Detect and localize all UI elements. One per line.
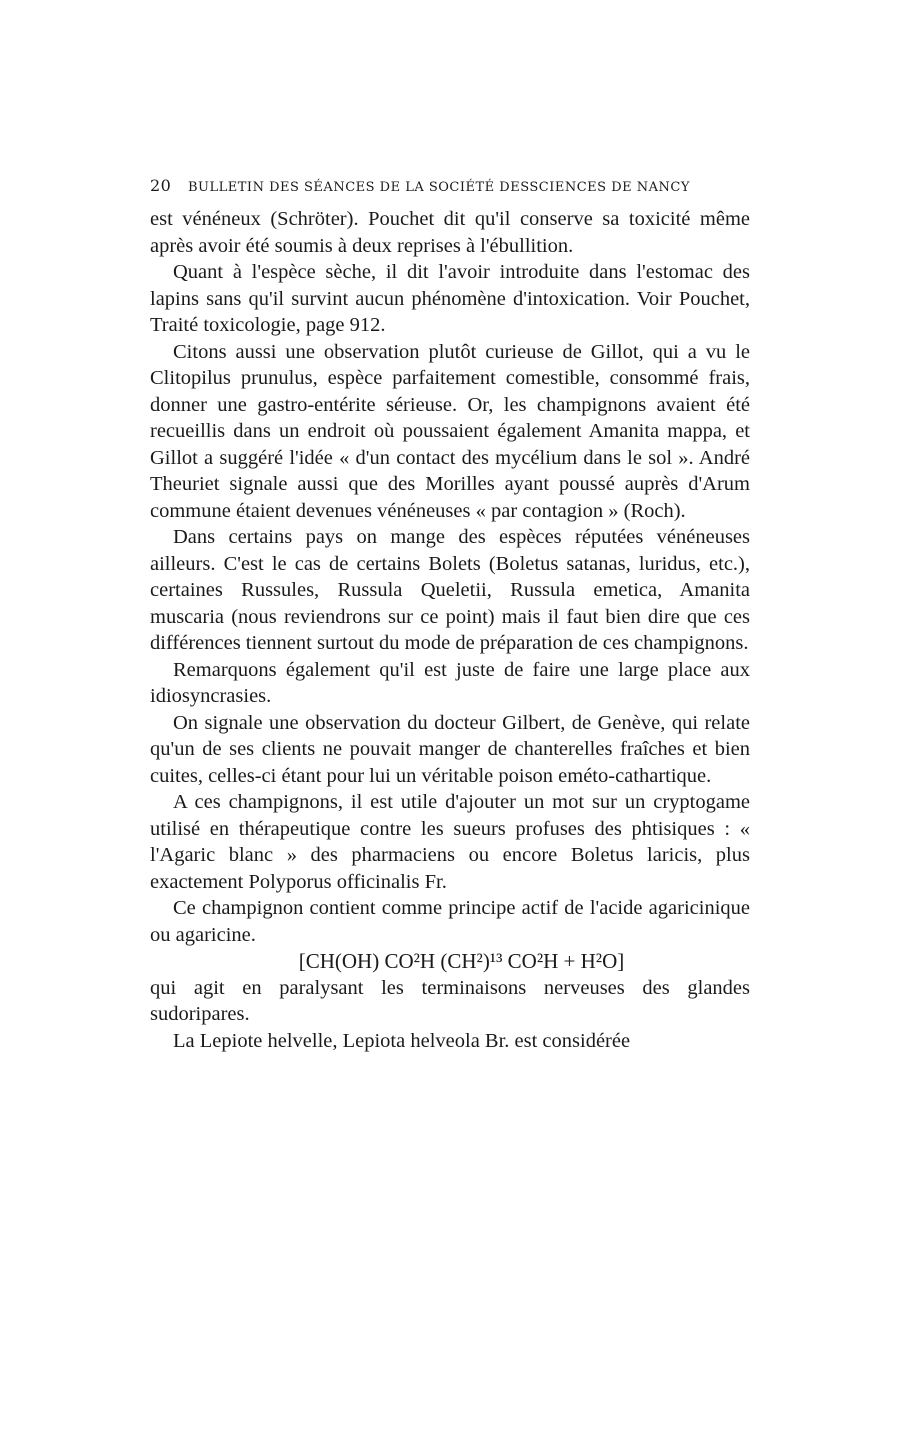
paragraph-4: Dans certains pays on mange des espèces réputées vénéneuses ailleurs. C'est le cas de certains Bolets (Boletus satanas, luridus, etc.), certaines Russules, Russula Queletii, Russula emetica, Amanita muscaria (nous reviendrons sur ce point) mais il faut bien dire que ces différences tiennent surtout du mode de préparation de ces champignons. — [150, 526, 750, 654]
running-header — [150, 176, 750, 195]
paragraph-1: est vénéneux (Schröter). Pouchet dit qu'il conserve sa toxicité même après avoir été soumis à deux reprises à l'ébullition. — [150, 208, 750, 257]
chemical-formula: [CH(OH) CO²H (CH²)¹³ CO²H + H²O] — [298, 949, 625, 973]
paragraph-3: Citons aussi une observation plutôt curieuse de Gillot, qui a vu le Clitopilus prunulus, espèce parfaitement comestible, consommé frais, donner une gastro-entérite sérieuse. Or, les champignons avaient été recueillis dans un endroit où poussaient également Amanita mappa, et Gillot a suggéré l'idée « d'un contact des mycélium dans le sol ». André Theuriet signale aussi que des Morilles ayant poussé auprès d'Arum commune étaient devenues vénéneuses « par contagion » (Roch). — [150, 340, 750, 522]
page-number: 20 — [150, 176, 172, 195]
paragraph-9: qui agit en paralysant les terminaisons nerveuses des glandes sudoripares. — [150, 976, 750, 1025]
paragraph-6: On signale une observation du docteur Gilbert, de Genève, qui relate qu'un de ses clients ne pouvait manger de chanterelles fraîches et bien cuites, celles-ci étant pour lui un véritable poison eméto-cathartique. — [150, 711, 750, 787]
paragraph-5: Remarquons également qu'il est juste de faire une large place aux idiosyncrasies. — [150, 658, 750, 707]
paragraph-8: Ce champignon contient comme principe actif de l'acide agaricinique ou agaricine. — [150, 897, 750, 946]
paragraph-10: La Lepiote helvelle, Lepiota helveola Br. est considérée — [173, 1029, 631, 1052]
running-title: BULLETIN DES SÉANCES DE LA SOCIÉTÉ DESSCIENCES DE NANCY — [188, 180, 690, 195]
paragraph-7: A ces champignons, il est utile d'ajouter un mot sur un cryptogame utilisé en thérapeutique contre les sueurs profuses des phtisiques : « l'Agaric blanc » des pharmaciens ou encore Boletus laricis, plus exactement Polyporus officinalis Fr. — [150, 791, 750, 893]
paragraph-2: Quant à l'espèce sèche, il dit l'avoir introduite dans l'estomac des lapins sans qu'il survint aucun phénomène d'intoxication. Voir Pouchet, Traité toxicologie, page 912. — [150, 261, 750, 336]
body-text — [150, 206, 750, 1054]
